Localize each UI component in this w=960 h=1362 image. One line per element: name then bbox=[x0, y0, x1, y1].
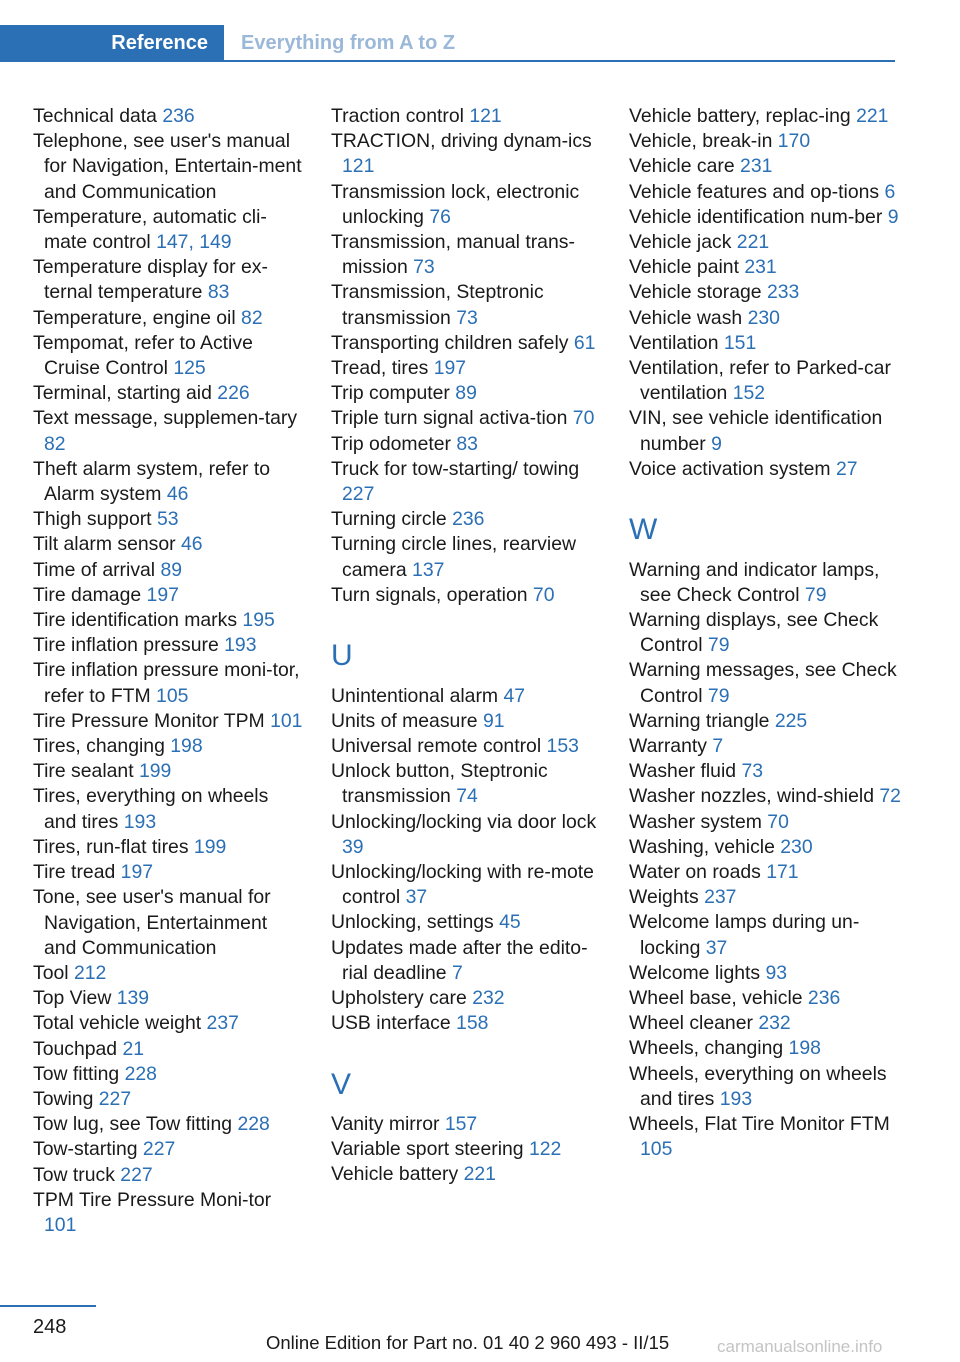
index-entry-term: Tow-starting bbox=[33, 1138, 143, 1161]
index-entry bbox=[629, 860, 901, 885]
index-entry bbox=[331, 1162, 601, 1187]
index-entry-term: Ventilation bbox=[629, 331, 724, 354]
page-reference-link[interactable]: 125 bbox=[173, 357, 206, 380]
page-reference-link[interactable]: 45 bbox=[499, 911, 521, 934]
index-entry-term: Wheels, everything on wheels and tires bbox=[629, 1062, 887, 1110]
index-entry-term: Transmission lock, electronic unlocking bbox=[331, 180, 580, 228]
index-entry-term: Washer nozzles, wind-shield bbox=[629, 785, 880, 808]
index-entry bbox=[33, 1112, 303, 1137]
page-reference-link[interactable]: 157 bbox=[444, 1113, 478, 1136]
index-entry bbox=[629, 910, 901, 960]
index-entry bbox=[33, 1163, 303, 1188]
index-entry bbox=[331, 532, 601, 582]
page-reference-link[interactable]: 101 bbox=[270, 709, 303, 732]
index-entry-term: Water on roads bbox=[629, 861, 767, 884]
page-reference-link[interactable]: 139 bbox=[116, 987, 150, 1010]
page-reference-link[interactable]: 226 bbox=[217, 382, 250, 405]
page-reference-link[interactable]: 193 bbox=[123, 810, 157, 833]
index-entry bbox=[629, 1112, 901, 1162]
page-reference-link[interactable]: 39 bbox=[342, 835, 364, 858]
page-reference-link[interactable]: 73 bbox=[741, 760, 764, 783]
page-number: 248 bbox=[33, 1316, 67, 1338]
index-entry bbox=[33, 558, 303, 583]
index-entry bbox=[33, 759, 303, 784]
index-entry-term: Terminal, starting aid bbox=[33, 382, 218, 405]
index-entry bbox=[33, 1011, 303, 1036]
footer-rule bbox=[0, 1305, 96, 1307]
index-entry-term: Wheels, Flat Tire Monitor FTM bbox=[629, 1113, 890, 1136]
index-entry bbox=[629, 230, 901, 255]
index-entry bbox=[629, 356, 901, 406]
page-reference-link[interactable]: 121 bbox=[342, 155, 375, 178]
index-entry-term: Tow lug, see Tow fitting bbox=[33, 1113, 238, 1136]
page-reference-link[interactable]: 227 bbox=[142, 1138, 176, 1161]
page-reference-link[interactable]: 105 bbox=[156, 684, 189, 707]
index-entry bbox=[629, 608, 901, 658]
index-entry bbox=[33, 507, 303, 532]
index-letter-heading: U bbox=[331, 639, 353, 673]
index-entry-term: Turn signals, operation bbox=[331, 583, 533, 606]
page-reference-link[interactable]: 72 bbox=[879, 785, 901, 808]
page-reference-link[interactable]: 236 bbox=[162, 105, 195, 127]
page-reference-link[interactable]: 230 bbox=[747, 306, 780, 329]
index-entry bbox=[331, 280, 601, 330]
index-entry bbox=[331, 759, 601, 809]
index-entry bbox=[33, 532, 303, 557]
index-entry-term: Temperature, engine oil bbox=[33, 306, 242, 329]
index-entry-term: Total vehicle weight bbox=[33, 1012, 207, 1035]
index-entry-term: Vehicle wash bbox=[629, 306, 748, 329]
page-reference-link[interactable]: 76 bbox=[429, 205, 451, 228]
page-reference-link[interactable]: 198 bbox=[788, 1037, 821, 1060]
page-reference-link[interactable]: 7 bbox=[451, 961, 463, 984]
page-reference-link[interactable]: 53 bbox=[156, 508, 179, 531]
index-entry-term: Vehicle storage bbox=[629, 281, 767, 304]
index-entry-term: Trip odometer bbox=[331, 432, 457, 455]
index-entry-term: Turning circle bbox=[331, 508, 453, 531]
index-entry bbox=[629, 1062, 901, 1112]
index-entry-term: Universal remote control bbox=[331, 735, 547, 758]
index-entry-term: Vehicle identification num-ber bbox=[629, 205, 888, 228]
index-entry-term: Voice activation system bbox=[629, 457, 836, 480]
index-entry-term: Unlocking/locking via door lock bbox=[331, 810, 597, 833]
page-reference-link[interactable]: 195 bbox=[242, 609, 275, 632]
index-entry-term: Top View bbox=[33, 987, 117, 1010]
page-reference-link[interactable]: 121 bbox=[469, 105, 502, 127]
index-entry bbox=[331, 129, 601, 179]
index-entry bbox=[331, 1011, 601, 1036]
page-reference-link[interactable]: 9 bbox=[887, 205, 899, 228]
index-entry-term: Transporting children safely bbox=[331, 331, 574, 354]
index-entry bbox=[331, 734, 601, 759]
index-column-1 bbox=[33, 104, 303, 1238]
index-entry bbox=[629, 885, 901, 910]
index-entry-term: Vehicle care bbox=[629, 155, 741, 178]
index-entry bbox=[331, 381, 601, 406]
page-reference-link[interactable]: 37 bbox=[705, 936, 728, 959]
page-reference-link[interactable]: 79 bbox=[707, 684, 730, 707]
index-entry-term: Thigh support bbox=[33, 508, 157, 531]
index-entry-term: Units of measure bbox=[331, 709, 483, 732]
index-entry bbox=[33, 583, 303, 608]
index-entry bbox=[33, 104, 303, 129]
index-entry bbox=[331, 230, 601, 280]
index-entry bbox=[33, 986, 303, 1011]
index-entry bbox=[331, 180, 601, 230]
index-entry-term: Tires, changing bbox=[33, 735, 171, 758]
index-entry-term: Ventilation, refer to Parked-car ventilation bbox=[629, 357, 891, 405]
index-entry-term: Tone, see user's manual for Navigation, Entertainment and Communication bbox=[33, 886, 271, 959]
index-entry bbox=[629, 457, 901, 482]
index-entry-term: Unintentional alarm bbox=[331, 684, 504, 707]
page-reference-link[interactable]: 70 bbox=[572, 407, 595, 430]
index-entry bbox=[629, 154, 901, 179]
index-entry-term: Unlocking, settings bbox=[331, 911, 500, 934]
page-reference-link[interactable]: 232 bbox=[472, 987, 505, 1010]
index-entry-term: TPM Tire Pressure Moni-tor bbox=[33, 1188, 272, 1211]
index-entry bbox=[629, 835, 901, 860]
page-reference-link[interactable]: 46 bbox=[180, 533, 203, 556]
page-reference-link[interactable]: 227 bbox=[98, 1087, 132, 1110]
index-entry-term: Tire Pressure Monitor TPM bbox=[33, 709, 271, 732]
page-reference-link[interactable]: 37 bbox=[405, 886, 428, 909]
index-entry-term: Tire inflation pressure bbox=[33, 634, 225, 657]
site-watermark: carmanualsonline.info bbox=[717, 1337, 883, 1356]
index-entry bbox=[33, 406, 303, 456]
index-entry bbox=[629, 784, 901, 809]
page-reference-link[interactable]: 227 bbox=[342, 483, 375, 506]
index-entry-term: Towing bbox=[33, 1087, 99, 1110]
index-entry bbox=[331, 1137, 601, 1162]
page-reference-link[interactable]: 199 bbox=[193, 835, 227, 858]
page-reference-link[interactable]: 147, 149 bbox=[156, 231, 232, 254]
index-entry-term: Temperature display for ex-ternal temperature bbox=[33, 256, 268, 304]
index-entry bbox=[629, 759, 901, 784]
index-entry bbox=[33, 608, 303, 633]
letter-spacer bbox=[331, 608, 601, 633]
index-entry-term: Tread, tires bbox=[331, 357, 434, 380]
index-entry-term: USB interface bbox=[331, 1012, 457, 1035]
page-reference-link[interactable]: 93 bbox=[765, 961, 788, 984]
page-reference-link[interactable]: 6 bbox=[884, 180, 896, 203]
index-entry-term: Time of arrival bbox=[33, 558, 161, 581]
index-entry bbox=[629, 961, 901, 986]
index-entry-term: Tire damage bbox=[33, 583, 147, 606]
index-entry bbox=[629, 205, 901, 230]
index-entry bbox=[331, 356, 601, 381]
index-entry-term: Vanity mirror bbox=[331, 1113, 445, 1136]
page-reference-link[interactable]: 79 bbox=[707, 634, 730, 657]
index-entry-term: Weights bbox=[629, 886, 705, 909]
index-entry-term: Theft alarm system, refer to Alarm system bbox=[33, 457, 271, 506]
index-entry-term: Tempomat, refer to Active Cruise Control bbox=[33, 331, 253, 380]
page-reference-link[interactable]: 193 bbox=[719, 1087, 753, 1110]
page-reference-link[interactable]: 237 bbox=[206, 1012, 239, 1035]
index-entry bbox=[33, 860, 303, 885]
page-reference-link[interactable]: 82 bbox=[44, 432, 66, 455]
index-entry bbox=[33, 709, 303, 734]
page-reference-link[interactable]: 212 bbox=[73, 961, 107, 984]
index-entry bbox=[629, 406, 901, 456]
page-reference-link[interactable]: 197 bbox=[120, 861, 154, 884]
index-entry bbox=[629, 129, 901, 154]
index-entry-term: Warning triangle bbox=[629, 709, 775, 732]
index-entry-term: Temperature, automatic cli-mate control bbox=[33, 205, 267, 254]
page-reference-link[interactable]: 230 bbox=[780, 835, 813, 858]
page-reference-link[interactable]: 21 bbox=[122, 1037, 145, 1060]
index-entry bbox=[33, 1188, 303, 1238]
index-entry bbox=[629, 331, 901, 356]
index-entry-term: Wheels, changing bbox=[629, 1037, 789, 1060]
page-reference-link[interactable]: 47 bbox=[503, 684, 526, 707]
index-entry-term: Vehicle features and op-tions bbox=[629, 180, 885, 203]
page-reference-link[interactable]: 221 bbox=[736, 231, 770, 254]
index-entry bbox=[331, 860, 601, 910]
index-entry bbox=[331, 684, 601, 709]
page-reference-link[interactable]: 237 bbox=[704, 886, 737, 909]
index-entry-term: Washer fluid bbox=[629, 760, 742, 783]
index-entry-term: Text message, supplemen-tary bbox=[33, 407, 298, 430]
index-entry bbox=[629, 1036, 901, 1061]
index-entry-term: Tow truck bbox=[33, 1163, 121, 1186]
page-reference-link[interactable]: 231 bbox=[744, 256, 777, 279]
index-entry-term: Tire inflation pressure moni-tor, refer to FTM bbox=[33, 659, 300, 707]
index-entry bbox=[629, 280, 901, 305]
index-entry bbox=[33, 633, 303, 658]
page-reference-link[interactable]: 158 bbox=[456, 1012, 489, 1035]
page-reference-link[interactable]: 74 bbox=[456, 785, 478, 808]
index-entry bbox=[331, 432, 601, 457]
index-entry-term: Truck for tow-starting/ towing bbox=[331, 457, 580, 480]
index-entry-term: Tires, everything on wheels and tires bbox=[33, 785, 269, 833]
page-reference-link[interactable]: 225 bbox=[774, 709, 808, 732]
page-reference-link[interactable]: 152 bbox=[732, 382, 766, 405]
index-entry bbox=[33, 1087, 303, 1112]
index-entry bbox=[331, 583, 601, 608]
index-entry-term: Vehicle, break-in bbox=[629, 130, 778, 153]
index-entry bbox=[33, 381, 303, 406]
index-entry bbox=[331, 1112, 601, 1137]
index-entry bbox=[33, 885, 303, 961]
index-entry-term: Upholstery care bbox=[331, 987, 473, 1010]
chapter-tab-reference[interactable]: Reference bbox=[0, 25, 224, 62]
page-reference-link[interactable]: 89 bbox=[455, 382, 477, 405]
index-entry bbox=[629, 255, 901, 280]
index-entry-term: Tire identification marks bbox=[33, 609, 243, 632]
index-entry-term: Variable sport steering bbox=[331, 1138, 529, 1161]
page-reference-link[interactable]: 197 bbox=[433, 357, 467, 380]
index-entry-term: Telephone, see user's manual for Navigation, Entertain-ment and Communication bbox=[33, 130, 302, 203]
page-reference-link[interactable]: 101 bbox=[44, 1213, 77, 1236]
index-entry bbox=[331, 457, 601, 507]
index-entry bbox=[33, 457, 303, 507]
page-reference-link[interactable]: 193 bbox=[224, 634, 257, 657]
index-entry bbox=[33, 1037, 303, 1062]
index-entry bbox=[33, 961, 303, 986]
page-reference-link[interactable]: 199 bbox=[138, 760, 172, 783]
section-title[interactable]: Everything from A to Z bbox=[241, 32, 456, 54]
index-letter-heading: W bbox=[629, 513, 658, 547]
page-reference-link[interactable]: 231 bbox=[740, 155, 773, 178]
index-entry-term: Tool bbox=[33, 961, 74, 984]
page-reference-link[interactable]: 61 bbox=[573, 331, 596, 354]
index-entry-term: Tire sealant bbox=[33, 760, 139, 783]
page-reference-link[interactable]: 105 bbox=[640, 1138, 673, 1161]
index-entry-term: Traction control bbox=[331, 105, 470, 127]
page-reference-link[interactable]: 27 bbox=[835, 457, 858, 480]
index-entry bbox=[629, 986, 901, 1011]
index-entry-term: Vehicle paint bbox=[629, 256, 745, 279]
page-reference-link[interactable]: 171 bbox=[766, 861, 799, 884]
index-entry bbox=[629, 558, 901, 608]
index-entry-term: Warning and indicator lamps, see Check Control bbox=[629, 558, 880, 606]
index-entry bbox=[629, 658, 901, 708]
page-reference-link[interactable]: 91 bbox=[482, 709, 505, 732]
page-reference-link[interactable]: 7 bbox=[712, 735, 724, 758]
index-column-3 bbox=[629, 104, 901, 1163]
page-reference-link[interactable]: 46 bbox=[166, 483, 189, 506]
page-reference-link[interactable]: 137 bbox=[412, 558, 445, 581]
page-reference-link[interactable]: 228 bbox=[124, 1062, 157, 1085]
index-entry-term: Wheel base, vehicle bbox=[629, 987, 808, 1010]
page-reference-link[interactable]: 153 bbox=[546, 735, 579, 758]
index-entry bbox=[33, 205, 303, 255]
index-entry bbox=[629, 180, 901, 205]
index-entry bbox=[331, 709, 601, 734]
index-letter-heading: V bbox=[331, 1067, 352, 1101]
index-entry-term: Unlocking/locking with re-mote control bbox=[331, 861, 594, 909]
index-entry bbox=[33, 784, 303, 834]
index-entry-term: Vehicle battery bbox=[331, 1163, 464, 1186]
page-reference-link[interactable]: 233 bbox=[766, 281, 800, 304]
index-entry bbox=[629, 810, 901, 835]
page-reference-link[interactable]: 228 bbox=[237, 1113, 270, 1136]
page-reference-link[interactable]: 83 bbox=[207, 281, 230, 304]
index-entry bbox=[331, 986, 601, 1011]
index-entry-term: Touchpad bbox=[33, 1037, 123, 1060]
page-reference-link[interactable]: 232 bbox=[758, 1012, 791, 1035]
page-reference-link[interactable]: 79 bbox=[804, 583, 827, 606]
index-entry-term: Vehicle battery, replac-ing bbox=[629, 105, 857, 127]
index-entry-term: Welcome lights bbox=[629, 961, 766, 984]
index-column-2 bbox=[331, 104, 601, 1188]
page-reference-link[interactable]: 221 bbox=[463, 1163, 496, 1186]
index-entry bbox=[33, 331, 303, 381]
index-entry-term: Unlock button, Steptronic transmission bbox=[331, 760, 548, 808]
index-entry-term: Turning circle lines, rearview camera bbox=[331, 533, 576, 581]
page-reference-link[interactable]: 122 bbox=[528, 1138, 562, 1161]
index-entry bbox=[33, 835, 303, 860]
index-entry bbox=[331, 910, 601, 935]
index-entry bbox=[629, 306, 901, 331]
index-entry-term: Triple turn signal activa-tion bbox=[331, 407, 573, 430]
index-entry-term: Vehicle jack bbox=[629, 231, 737, 254]
index-entry-term: Trip computer bbox=[331, 382, 456, 405]
index-entry bbox=[331, 104, 601, 129]
index-entry-term: Technical data bbox=[33, 105, 163, 127]
index-entry bbox=[33, 1137, 303, 1162]
index-entry bbox=[331, 406, 601, 431]
index-entry-term: Tow fitting bbox=[33, 1062, 125, 1085]
index-entry-term: Warning displays, see Check Control bbox=[629, 609, 879, 657]
index-entry-term: VIN, see vehicle identification number bbox=[629, 407, 883, 455]
index-entry-term: Tires, run-flat tires bbox=[33, 835, 194, 858]
page-reference-link[interactable]: 221 bbox=[856, 105, 889, 127]
page-reference-link[interactable]: 9 bbox=[711, 432, 722, 455]
page-reference-link[interactable]: 73 bbox=[456, 306, 478, 329]
index-entry bbox=[33, 306, 303, 331]
page-reference-link[interactable]: 236 bbox=[452, 508, 485, 531]
index-entry bbox=[331, 936, 601, 986]
page-reference-link[interactable]: 89 bbox=[160, 558, 183, 581]
index-entry-term: TRACTION, driving dynam-ics bbox=[331, 130, 592, 153]
index-entry-term: Washing, vehicle bbox=[629, 835, 781, 858]
page-header bbox=[0, 25, 895, 62]
index-entry bbox=[331, 810, 601, 860]
page-reference-link[interactable]: 83 bbox=[456, 432, 478, 455]
index-entry bbox=[629, 709, 901, 734]
letter-spacer bbox=[331, 1036, 601, 1061]
index-entry-term: Tilt alarm sensor bbox=[33, 533, 181, 556]
page-reference-link[interactable]: 82 bbox=[241, 306, 263, 329]
page-reference-link[interactable]: 227 bbox=[120, 1163, 153, 1186]
page-reference-link[interactable]: 198 bbox=[170, 735, 203, 758]
index-entry bbox=[33, 129, 303, 205]
index-entry bbox=[33, 255, 303, 305]
index-entry-term: Welcome lamps during un-locking bbox=[629, 911, 860, 959]
letter-spacer bbox=[629, 482, 901, 507]
index-entry bbox=[331, 507, 601, 532]
index-entry bbox=[629, 734, 901, 759]
index-entry-term: Warning messages, see Check Control bbox=[629, 659, 897, 707]
index-entry bbox=[629, 104, 901, 129]
page-reference-link[interactable]: 236 bbox=[807, 987, 841, 1010]
index-entry bbox=[33, 658, 303, 708]
page-reference-link[interactable]: 70 bbox=[532, 583, 555, 606]
page-reference-link[interactable]: 170 bbox=[777, 130, 811, 153]
index-entry-term: Tire tread bbox=[33, 861, 121, 884]
page-reference-link[interactable]: 151 bbox=[723, 331, 757, 354]
index-entry-term: Transmission, manual trans-mission bbox=[331, 231, 575, 279]
edition-note: Online Edition for Part no. 01 40 2 960 493 - II/15 bbox=[266, 1332, 670, 1353]
page-reference-link[interactable]: 70 bbox=[767, 810, 789, 833]
index-entry bbox=[629, 1011, 901, 1036]
index-entry-term: Wheel cleaner bbox=[629, 1012, 759, 1035]
index-entry bbox=[33, 1062, 303, 1087]
page-reference-link[interactable]: 73 bbox=[413, 256, 435, 279]
page-reference-link[interactable]: 197 bbox=[146, 583, 179, 606]
index-entry-term: Updates made after the edito-rial deadline bbox=[331, 936, 588, 984]
index-entry bbox=[33, 734, 303, 759]
index-entry bbox=[331, 331, 601, 356]
index-entry-term: Washer system bbox=[629, 810, 768, 833]
index-entry-term: Warranty bbox=[629, 735, 713, 758]
index-entry-term: Transmission, Steptronic transmission bbox=[331, 281, 544, 329]
